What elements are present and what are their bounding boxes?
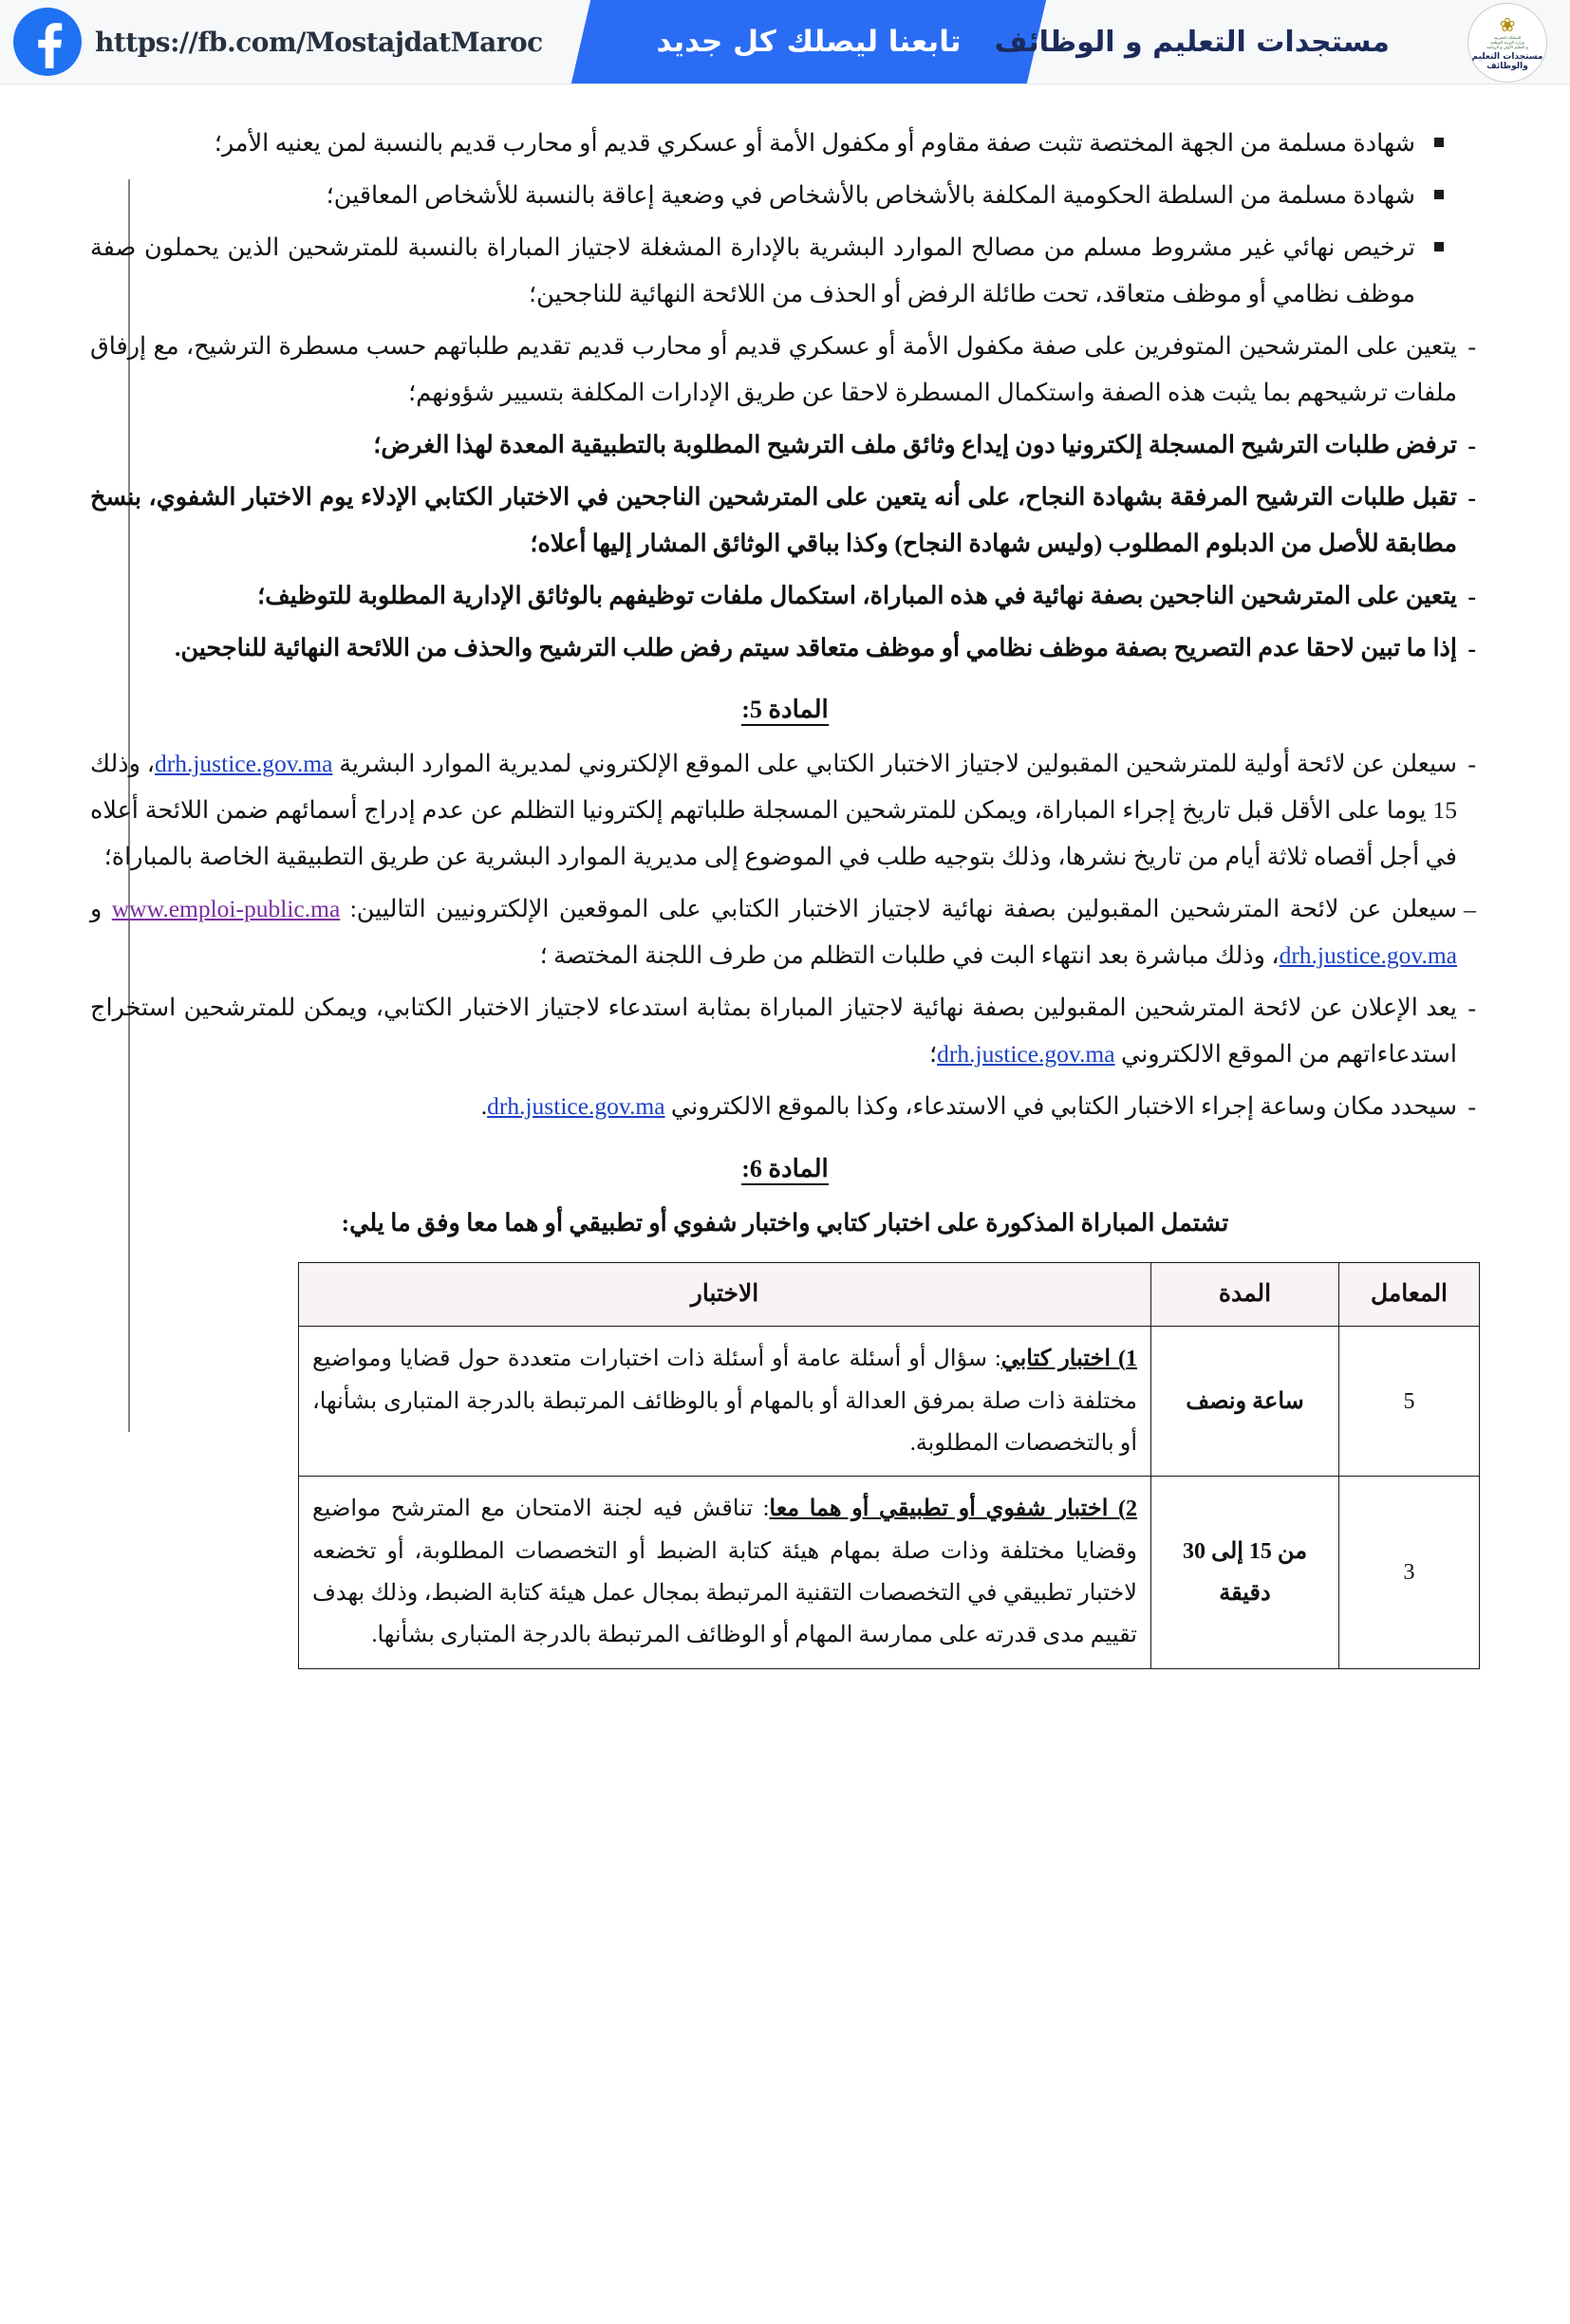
column-header-test: الاختبار (299, 1262, 1151, 1326)
test-label: 2) اختبار شفوي أو تطبيقي أو هما معا (769, 1497, 1137, 1522)
table-row (299, 1477, 1480, 1669)
seal-main-text (1472, 52, 1543, 73)
morocco-crest-icon: ❀ (1499, 14, 1516, 36)
article-6-heading (90, 1145, 1480, 1193)
cell-test-description (299, 1327, 1151, 1477)
text-part: ؛ (929, 1040, 938, 1069)
banner-tagline: تابعنا ليصلك كل جديد (656, 25, 962, 59)
cell-coefficient: 3 (1339, 1477, 1480, 1669)
document-page (0, 84, 1570, 2324)
link-drh-justice[interactable]: drh.justice.gov.ma (487, 1092, 665, 1121)
link-emploi-public[interactable]: www.emploi-public.ma (111, 895, 341, 923)
table-row (299, 1327, 1480, 1477)
text-part: . (480, 1092, 488, 1121)
list-item: - يتعين على المترشحين الناجحين بصفة نهائية في هذه المباراة، استكمال ملفات توظيفهم بالوثائق الإدارية المطلوبة للتوظيف؛ (90, 573, 1457, 620)
column-header-coefficient: المعامل (1339, 1262, 1480, 1326)
facebook-icon[interactable] (13, 8, 82, 76)
facebook-url-text[interactable]: https://fb.com/MostajdatMaroc (95, 26, 543, 58)
promo-banner (0, 0, 1570, 84)
article-5-list (90, 741, 1480, 1130)
text-part: ، وذلك 15 يوما على الأقل قبل تاريخ إجراء المباراة، ويمكن للمترشحين المسجلة طلباتهم إلكترونيا التظلم عن عدم إدراج أسمائهم ضمن اللائحة أعلاه في أجل أقصاه ثلاثة أيام من تاريخ نشرها، وذلك بتوجيه طلب في الموضوع إلى مديرية الموارد البشرية عن طريق التطبيقية الخاصة بالمباراة؛ (90, 750, 1457, 871)
list-item: - يتعين على المترشحين المتوفرين على صفة مكفول الأمة أو عسكري قديم أو محارب قديم تقديم طلباتهم حسب مسطرة الترشيح، مع إرفاق ملفات ترشيحهم بما يثبت هذه الصفة واستكمال المسطرة لاحقا عن طريق الإدارات المكلفة بتسيير شؤونهم؛ (90, 324, 1457, 417)
article-5-heading (90, 686, 1480, 734)
list-item: شهادة مسلمة من الجهة المختصة تثبت صفة مقاوم أو مكفول الأمة أو عسكري قديم أو محارب قديم بالنسبة لمن يعنيه الأمر؛ (90, 121, 1415, 167)
list-item: - إذا ما تبين لاحقا عدم التصريح بصفة موظف نظامي أو موظف متعاقد سيتم رفض طلب الترشيح والحذف من اللائحة النهائية للناجحين. (90, 625, 1457, 672)
list-item: - تقبل طلبات الترشيح المرفقة بشهادة النجاح، على أنه يتعين على المترشحين الناجحين في الاختبار الكتابي الإدلاء يوم الاختبار الشفوي، بنسخ مطابقة للأصل من الدبلوم المطلوب (وليس شهادة النجاح) وكذا بباقي الوثائق المشار إليها أعلاه؛ (90, 474, 1457, 567)
banner-site-title: مستجدات التعليم و الوظائف (994, 25, 1390, 59)
list-item (90, 741, 1457, 881)
list-item (90, 1084, 1457, 1130)
cell-coefficient: 5 (1339, 1327, 1480, 1477)
link-drh-justice[interactable]: drh.justice.gov.ma (154, 750, 333, 778)
test-label: 1) اختبار كتابي (1000, 1347, 1138, 1372)
text-part: يعد الإعلان عن لائحة المترشحين المقبولين بصفة نهائية لاجتياز المباراة بمثابة استدعاء لاجتياز الاختبار الكتابي، ويمكن للمترشحين استخراج استدعاءاتهم من الموقع الالكتروني (90, 994, 1457, 1069)
article-6-heading-text: المادة 6: (741, 1155, 828, 1185)
cell-test-description (299, 1477, 1151, 1669)
document-content (90, 121, 1480, 1669)
exam-table (298, 1262, 1480, 1669)
requirements-square-list (90, 121, 1480, 318)
seal-subtitle: المملكة المغربية وزارة التربية الوطنية و التعليم الأولي و الرياضة (1486, 34, 1528, 50)
link-drh-justice[interactable]: drh.justice.gov.ma (937, 1040, 1115, 1069)
article-6-lead-text: تشتمل المباراة المذكورة على اختبار كتابي واختبار شفوي أو تطبيقي أو هما معا وفق ما يلي: (341, 1208, 1229, 1236)
test-text: : تناقش فيه لجنة الامتحان مع المترشح مواضيع وقضايا مختلفة وذات صلة بمهام هيئة كتابة الضبط أو التخصصات المطلوبة، أو تخضعه لاختبار تطبيقي في التخصصات التقنية المرتبطة بمجال عمل هيئة كتابة الضبط، وذلك بهدف تقييم مدى قدرته على ممارسة المهام أو الوظائف المرتبطة بالدرجة المتبارى بشأنها. (312, 1497, 1137, 1648)
list-item: ترخيص نهائي غير مشروط مسلم من مصالح الموارد البشرية بالإدارة المشغلة لاجتياز المباراة بالنسبة للمترشحين الذين يحملون صفة موظف نظامي أو موظف متعاقد، تحت طائلة الرفض أو الحذف من اللائحة النهائية للناجحين؛ (90, 225, 1415, 318)
conjunction: و (90, 895, 103, 923)
ministry-seal-logo (1467, 3, 1547, 83)
text-part: سيعلن عن لائحة المترشحين المقبولين بصفة نهائية لاجتياز الاختبار الكتابي على الموقعين الإلكترونيين التاليين: (349, 895, 1458, 923)
list-item: - ترفض طلبات الترشيح المسجلة إلكترونيا دون إيداع وثائق ملف الترشيح المطلوبة بالتطبيقية المعدة لهذا الغرض؛ (90, 422, 1457, 469)
list-item: شهادة مسلمة من السلطة الحكومية المكلفة بالأشخاص بالأشخاص في وضعية إعاقة بالنسبة للأشخاص المعاقين؛ (90, 173, 1415, 219)
article-5-heading-text: المادة 5: (741, 696, 828, 726)
test-text: : سؤال أو أسئلة عامة أو أسئلة ذات اختبارات متعددة حول قضايا ومواضيع مختلفة ذات صلة بمرفق العدالة أو بالمهام أو بالوظائف المرتبطة بالدرجة المتبارى بشأنها، أو بالتخصصات المطلوبة. (312, 1347, 1137, 1456)
seal-line-2: والوظائف (1486, 62, 1528, 72)
column-header-duration: المدة (1151, 1262, 1339, 1326)
link-drh-justice[interactable]: drh.justice.gov.ma (1279, 941, 1457, 970)
list-item (90, 985, 1457, 1078)
text-part: ، وذلك مباشرة بعد انتهاء البت في طلبات التظلم من طرف اللجنة المختصة ؛ (539, 941, 1280, 970)
list-item (90, 886, 1457, 979)
requirements-dash-list (90, 324, 1480, 672)
text-part: سيحدد مكان وساعة إجراء الاختبار الكتابي في الاستدعاء، وكذا بالموقع الالكتروني (670, 1092, 1457, 1121)
cell-duration: من 15 إلى 30 دقيقة (1151, 1477, 1339, 1669)
table-header-row (299, 1262, 1480, 1326)
text-part: سيعلن عن لائحة أولية للمترشحين المقبولين لاجتياز الاختبار الكتابي على الموقع الإلكتروني لمديرية الموارد البشرية (339, 750, 1458, 778)
seal-line-1: مستجدات التعليم (1471, 51, 1543, 62)
cell-duration: ساعة ونصف (1151, 1327, 1339, 1477)
